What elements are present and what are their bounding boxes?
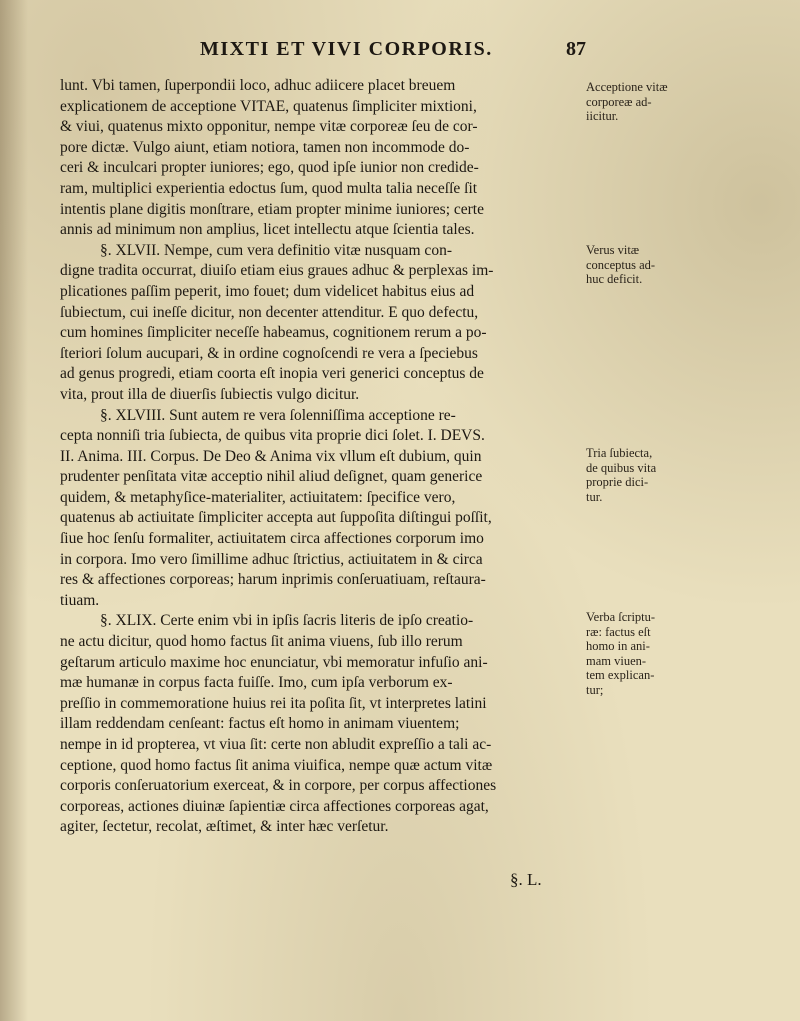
section-heading-line: §. XLVII. Nempe, cum vera definitio vitæ nusquam con-: [100, 241, 452, 259]
margin-note-line: de quibus vita: [586, 460, 657, 475]
text-line: mæ humanæ in corpus facta fuiſſe. Imo, cum ipſa verborum ex-: [60, 674, 453, 692]
text-line: quidem, & metaphyſice-materialiter, actiuitatem: ſpecifice vero,: [60, 488, 456, 506]
margin-note-line: conceptus ad-: [586, 257, 656, 272]
text-line: vita, prout illa de diuerſis ſubiectis vulgo dicitur.: [60, 385, 360, 403]
margin-note-line: homo in ani-: [586, 639, 650, 653]
text-line: corporis conſeruatorium exerceat, & in corpore, per corpus affectiones: [60, 777, 497, 795]
margin-note-line: tur;: [586, 682, 604, 697]
text-line: explicationem de acceptione VITAE, quatenus ſimpliciter mixtioni,: [60, 97, 477, 115]
margin-note-line: Tria ſubiecta,: [586, 446, 653, 460]
margin-note-line: Acceptione vitæ: [586, 80, 668, 94]
page-binding-shadow: [0, 0, 28, 1021]
text-line: annis ad minimum non amplius, licet intellectu atque ſcientia tales.: [60, 221, 475, 239]
text-line: nempe in id propterea, vt viua ſit: certe non abludit expreſſio a tali ac-: [60, 736, 492, 753]
margin-note-line: huc deficit.: [586, 272, 643, 286]
text-line: geſtarum articulo maxime hoc enunciatur, vbi memoratur infuſio ani-: [60, 653, 488, 671]
margin-note-line: tur.: [586, 489, 603, 504]
text-line: quatenus ab actiuitate ſimpliciter accepta aut ſuppoſita diſtingui poſſit,: [60, 509, 492, 527]
text-line: prudenter penſitata vitæ acceptio nihil aliud deſignet, quam generice: [60, 468, 483, 486]
text-line: tiuam.: [60, 591, 100, 609]
margin-note-line: mam viuen-: [586, 653, 647, 668]
text-line: digne tradita occurrat, diuiſo etiam eius graues adhuc & perplexas im-: [60, 262, 494, 280]
margin-note-line: ræ: factus eſt: [586, 624, 651, 639]
text-line: ceptione, quod homo factus ſit anima viuifica, nempe quæ actum vitæ: [60, 756, 493, 774]
text-line: ſubiectum, cui ineſſe dicitur, non decenter attenditur. E quo defectu,: [60, 303, 479, 321]
page-number: 87: [566, 38, 586, 60]
text-line: lunt. Vbi tamen, ſuperpondii loco, adhuc adiicere placet breuem: [60, 77, 456, 94]
margin-note: [586, 80, 716, 124]
margin-note-line: corporeæ ad-: [586, 94, 652, 109]
margin-note-line: iicitur.: [586, 109, 619, 123]
text-line: plicationes paſſim peperit, imo fouet; dum videlicet habitus eius ad: [60, 282, 475, 300]
text-line: ſiue hoc ſenſu formaliter, actiuitatem circa affectiones corporum imo: [60, 530, 484, 548]
text-line: intentis plane digitis monſtrare, etiam propter minime iuniores; certe: [60, 200, 484, 218]
margin-note-line: tem explican-: [586, 668, 655, 682]
margin-note: [586, 243, 716, 287]
text-line: ram, multiplici experientia edoctus ſum, quod multa talia neceſſe ſit: [60, 179, 478, 197]
text-line: res & affectiones corporeas; harum inprimis conſeruatiuam, reſtaura-: [60, 571, 486, 589]
text-line: ſteriori ſolum aucupari, & in ordine cognoſcendi re vera a ſpeciebus: [60, 344, 478, 362]
main-text-block: [60, 76, 580, 838]
page-header: [0, 38, 800, 66]
text-line: & viui, quatenus mixto opponitur, nempe vitæ corporeæ ſeu de cor-: [60, 118, 478, 136]
text-line: ceri & inculcari propter iuniores; ego, quod ipſe iunior non credide-: [60, 159, 479, 177]
text-line: illam reddendam cenſeant: factus eſt homo in animam viuentem;: [60, 715, 460, 733]
running-head: MIXTI ET VIVI CORPORIS.: [200, 38, 493, 60]
text-line: ad genus progredi, etiam coorta eſt inopia veri generici conceptus de: [60, 365, 484, 383]
margin-note: [586, 610, 716, 697]
margin-note-line: proprie dici-: [586, 475, 649, 489]
margin-note-line: Verus vitæ: [586, 243, 640, 257]
margin-note-line: Verba ſcriptu-: [586, 610, 656, 624]
text-line: II. Anima. III. Corpus. De Deo & Anima vix vllum eſt dubium, quin: [60, 447, 482, 465]
text-line: cepta nonniſi tria ſubiecta, de quibus vita proprie dici ſolet. I. DEVS.: [60, 427, 485, 445]
text-line: ne actu dicitur, quod homo factus ſit anima viuens, ſub illo rerum: [60, 633, 463, 651]
text-line: pore dictæ. Vulgo aiunt, etiam notiora, tamen non incommode do-: [60, 138, 470, 156]
text-line: preſſio in commemoratione huius rei ita poſita ſit, vt interpretes latini: [60, 694, 487, 712]
margin-note: [586, 446, 716, 504]
text-line: in corpora. Imo vero ſimillime adhuc ſtrictius, actiuitatem in & circa: [60, 550, 483, 568]
text-line: cum homines ſimpliciter neceſſe habeamus, cognitionem rerum a po-: [60, 324, 487, 342]
text-line: agiter, ſectetur, recolat, æſtimet, & inter hæc verſetur.: [60, 818, 389, 836]
page-footer: [0, 870, 800, 894]
catchword: §. L.: [510, 870, 542, 889]
text-line: corporeas, actiones diuinæ ſapientiæ circa affectiones corporeas agat,: [60, 797, 489, 815]
section-heading-line: §. XLVIII. Sunt autem re vera ſolenniſſima acceptione re-: [100, 406, 456, 424]
section-heading-line: §. XLIX. Certe enim vbi in ipſis ſacris literis de ipſo creatio-: [100, 612, 474, 630]
